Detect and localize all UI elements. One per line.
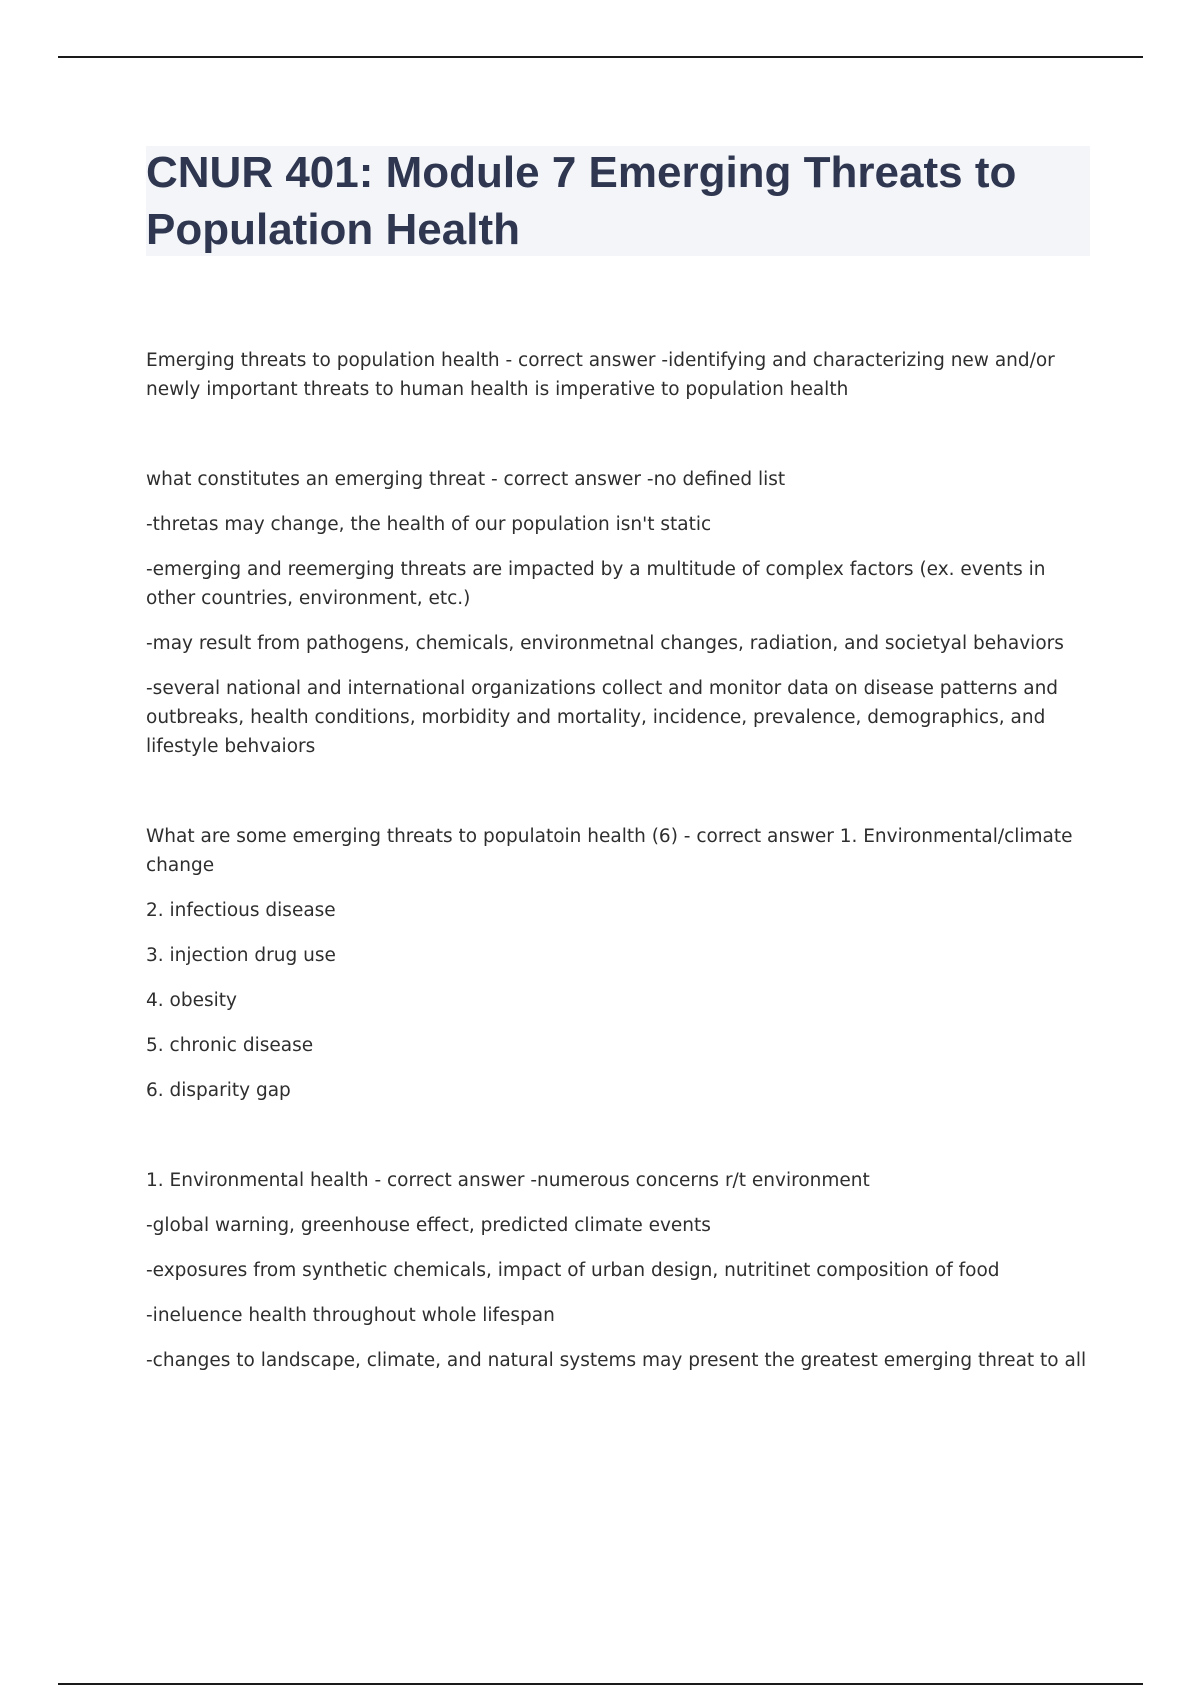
flashcard-environmental-health bbox=[146, 1166, 1096, 1375]
card-line: 6. disparity gap bbox=[146, 1080, 291, 1101]
card-line: What are some emerging threats to populatoin health (6) - correct answer 1. Environmental/climate change bbox=[146, 826, 1073, 876]
document-title: CNUR 401: Module 7 Emerging Threats to Population Health bbox=[146, 148, 1017, 254]
top-rule bbox=[58, 56, 1143, 58]
card-line: 2. infectious disease bbox=[146, 900, 336, 921]
card-line: 4. obesity bbox=[146, 990, 237, 1011]
card-line: -ineluence health throughout whole lifespan bbox=[146, 1305, 555, 1326]
flashcard-what-constitutes bbox=[146, 465, 1096, 761]
card-line: -thretas may change, the health of our population isn't static bbox=[146, 514, 712, 535]
card-line: -emerging and reemerging threats are impacted by a multitude of complex factors (ex. events in other countries, environment, etc.) bbox=[146, 559, 1046, 609]
bottom-rule bbox=[58, 1683, 1143, 1685]
card-line: 3. injection drug use bbox=[146, 945, 336, 966]
card-line: 5. chronic disease bbox=[146, 1035, 314, 1056]
card-line: -changes to landscape, climate, and natural systems may present the greatest emerging threat to all bbox=[146, 1350, 1087, 1371]
flashcard-six-threats bbox=[146, 822, 1096, 1105]
card-line: 1. Environmental health - correct answer -numerous concerns r/t environment bbox=[146, 1170, 870, 1191]
card-line: -may result from pathogens, chemicals, environmetnal changes, radiation, and societyal behaviors bbox=[146, 633, 1064, 654]
card-line: what constitutes an emerging threat - correct answer -no defined list bbox=[146, 469, 786, 490]
card-line: Emerging threats to population health - correct answer -identifying and characterizing new and/or newly important threats to human health is imperative to population health bbox=[146, 350, 1055, 400]
card-line: -several national and international organizations collect and monitor data on disease patterns and outbreaks, health conditions, morbidity and mortality, incidence, prevalence, demographics, and lifestyle behvaiors bbox=[146, 678, 1059, 757]
card-line: -global warning, greenhouse effect, predicted climate events bbox=[146, 1215, 711, 1236]
flashcard-emerging-threats bbox=[146, 346, 1096, 404]
card-line: -exposures from synthetic chemicals, impact of urban design, nutritinet composition of food bbox=[146, 1260, 1000, 1281]
flashcard-list bbox=[146, 346, 1096, 1375]
